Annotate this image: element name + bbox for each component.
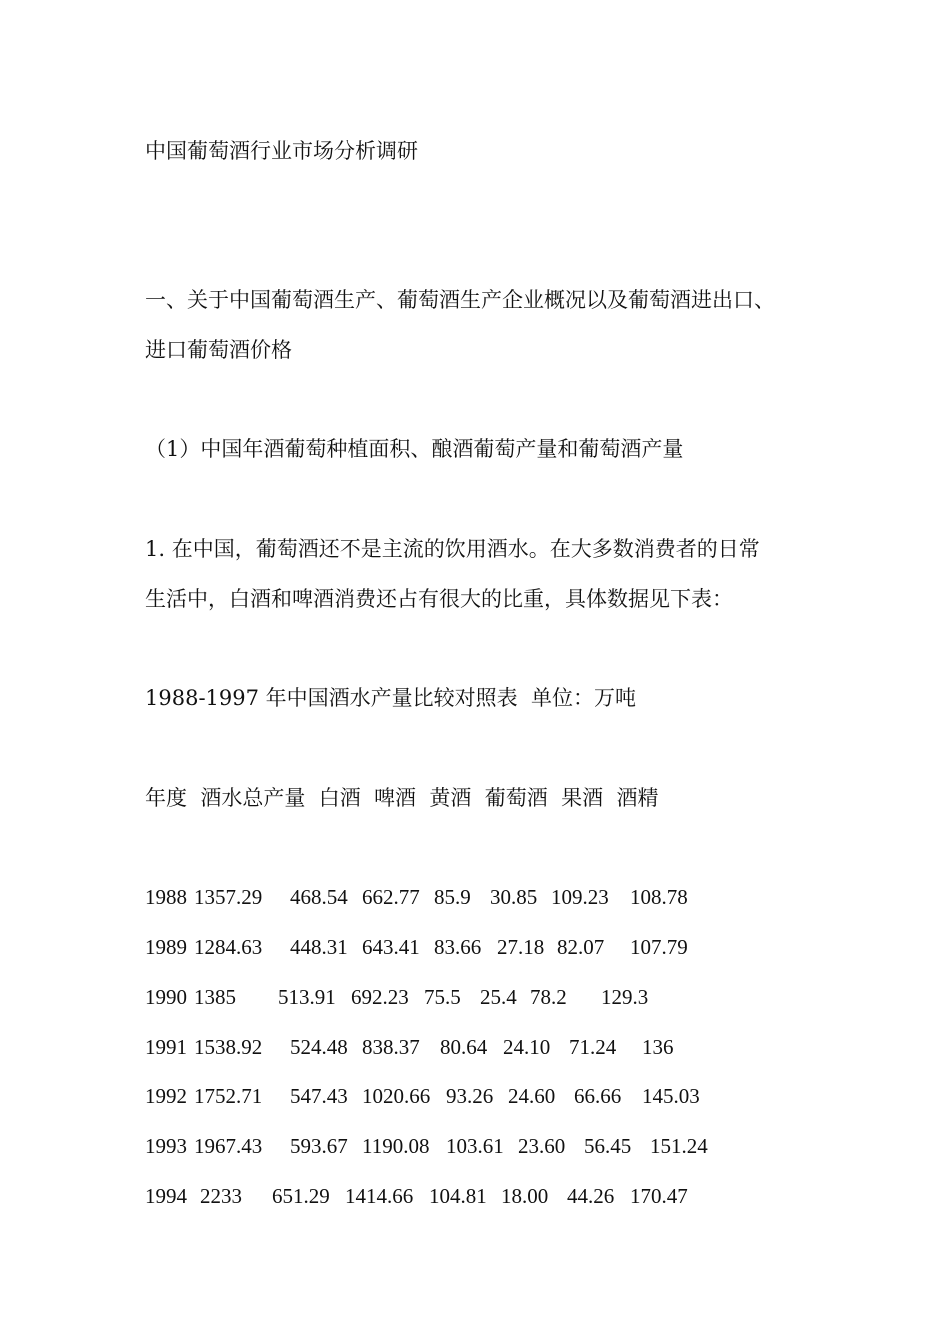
- cell-year: 1991: [145, 1035, 187, 1059]
- cell-fruit-wine: 44.26: [567, 1184, 615, 1208]
- cell-wine: 23.60: [518, 1134, 566, 1158]
- cell-year: 1992: [145, 1084, 187, 1108]
- paragraph-line-1: 1. 在中国，葡萄酒还不是主流的饮用酒水。在大多数消费者的日常: [145, 537, 760, 561]
- cell-beer: 838.37: [362, 1035, 420, 1059]
- cell-baijiu: 448.31: [290, 935, 348, 959]
- cell-wine: 18.00: [501, 1184, 549, 1208]
- cell-year: 1988: [145, 885, 187, 909]
- cell-alcohol: 108.78: [630, 885, 688, 909]
- cell-total: 1284.63: [194, 935, 263, 959]
- cell-year: 1994: [145, 1184, 187, 1208]
- cell-fruit-wine: 56.45: [584, 1134, 632, 1158]
- cell-alcohol: 151.24: [650, 1134, 708, 1158]
- cell-baijiu: 524.48: [290, 1035, 348, 1059]
- cell-total: 1538.92: [194, 1035, 263, 1059]
- cell-beer: 1414.66: [345, 1184, 414, 1208]
- cell-baijiu: 547.43: [290, 1084, 348, 1108]
- cell-beer: 662.77: [362, 885, 420, 909]
- cell-beer: 643.41: [362, 935, 420, 959]
- cell-beer: 1190.08: [362, 1134, 430, 1158]
- section-heading-line-1: 一、关于中国葡萄酒生产、葡萄酒生产企业概况以及葡萄酒进出口、: [145, 288, 775, 312]
- cell-fruit-wine: 82.07: [557, 935, 605, 959]
- cell-year: 1993: [145, 1134, 187, 1158]
- cell-fruit-wine: 109.23: [551, 885, 609, 909]
- subsection-heading: （1）中国年酒葡萄种植面积、酿酒葡萄产量和葡萄酒产量: [145, 437, 684, 461]
- cell-alcohol: 170.47: [630, 1184, 688, 1208]
- cell-alcohol: 129.3: [601, 985, 649, 1009]
- cell-alcohol: 145.03: [642, 1084, 700, 1108]
- cell-fruit-wine: 78.2: [530, 985, 567, 1009]
- cell-wine: 30.85: [490, 885, 538, 909]
- cell-year: 1989: [145, 935, 187, 959]
- cell-huangjiu: 93.26: [446, 1084, 494, 1108]
- cell-total: 1752.71: [194, 1084, 263, 1108]
- cell-total: 1357.29: [194, 885, 263, 909]
- cell-beer: 692.23: [351, 985, 409, 1009]
- table-caption: 1988-1997 年中国酒水产量比较对照表 单位：万吨: [145, 686, 637, 710]
- cell-baijiu: 468.54: [290, 885, 348, 909]
- cell-alcohol: 107.79: [630, 935, 688, 959]
- cell-year: 1990: [145, 985, 187, 1009]
- cell-baijiu: 513.91: [278, 985, 336, 1009]
- cell-wine: 25.4: [480, 985, 517, 1009]
- cell-total: 1385: [194, 985, 236, 1009]
- section-heading-line-2: 进口葡萄酒价格: [145, 338, 292, 362]
- cell-huangjiu: 104.81: [429, 1184, 487, 1208]
- table-header-row: 年度 酒水总产量 白酒 啤酒 黄酒 葡萄酒 果酒 酒精: [145, 786, 659, 810]
- cell-fruit-wine: 66.66: [574, 1084, 622, 1108]
- cell-wine: 24.10: [503, 1035, 551, 1059]
- cell-beer: 1020.66: [362, 1084, 431, 1108]
- paragraph-line-2: 生活中，白酒和啤酒消费还占有很大的比重，具体数据见下表：: [145, 587, 733, 611]
- cell-alcohol: 136: [642, 1035, 674, 1059]
- cell-huangjiu: 75.5: [424, 985, 461, 1009]
- cell-huangjiu: 85.9: [434, 885, 471, 909]
- cell-huangjiu: 103.61: [446, 1134, 504, 1158]
- cell-baijiu: 593.67: [290, 1134, 348, 1158]
- cell-huangjiu: 83.66: [434, 935, 482, 959]
- cell-total: 2233: [200, 1184, 242, 1208]
- document-title: 中国葡萄酒行业市场分析调研: [145, 139, 418, 163]
- cell-total: 1967.43: [194, 1134, 263, 1158]
- cell-huangjiu: 80.64: [440, 1035, 488, 1059]
- cell-wine: 27.18: [497, 935, 545, 959]
- cell-fruit-wine: 71.24: [569, 1035, 617, 1059]
- cell-baijiu: 651.29: [272, 1184, 330, 1208]
- cell-wine: 24.60: [508, 1084, 556, 1108]
